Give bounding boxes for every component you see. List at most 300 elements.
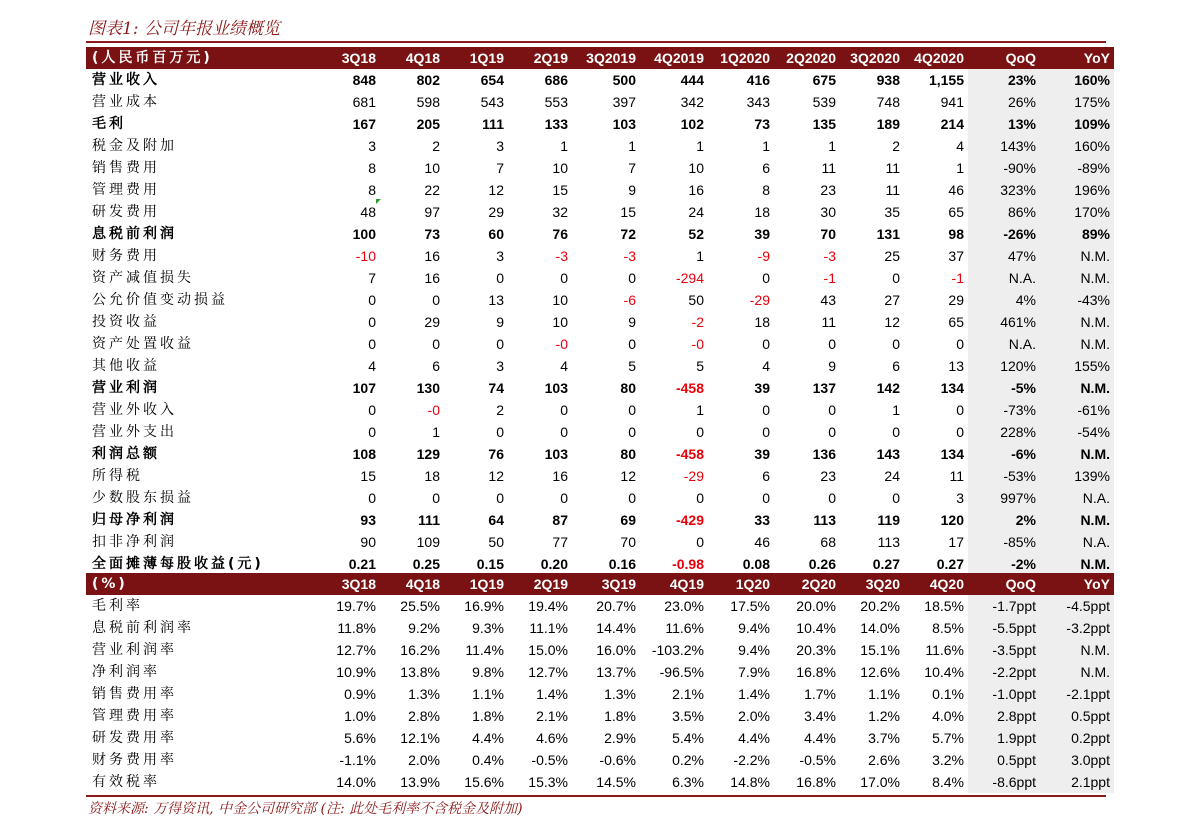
table-cell: 4.0% [932,708,964,724]
table-cell: N.A. [968,333,1040,355]
table-cell: -458 [675,446,704,462]
table-row [86,553,1114,575]
table-row [86,69,1114,91]
table-cell: 109% [1040,113,1114,135]
table-cell: 9.2% [408,620,440,636]
table-cell: N.M. [1040,377,1114,399]
table-cell: 0 [368,292,376,308]
row-label: 投资收益 [92,314,160,330]
table-cell: -3.2ppt [1040,617,1114,639]
table-cell: 3 [496,138,504,154]
table-cell: 5.6% [344,730,376,746]
row-label: 少数股东损益 [92,490,194,506]
table-cell: N.M. [1040,661,1114,683]
table-cell: 0.08 [742,556,770,572]
table-cell: 143 [876,446,900,462]
table-cell: 142 [876,380,900,396]
table-cell: 0.27 [872,556,900,572]
table-cell: 3.0ppt [1040,749,1114,771]
table-cell: -61% [1040,399,1114,421]
table-cell: 113 [877,534,900,550]
table-row [86,617,1114,639]
table-cell: 598 [416,94,440,110]
table-cell: 70 [820,226,836,242]
table-cell: 0.20 [540,556,568,572]
table-cell: -2.2% [733,752,770,768]
table-cell: 26% [968,91,1040,113]
table-cell: 539 [812,94,836,110]
table-cell: 1 [762,138,770,154]
table-cell: -2.1ppt [1040,683,1114,705]
table-row [86,465,1114,487]
column-header: 4Q20 [904,573,968,595]
table-cell: 46 [948,182,964,198]
table-cell: 46 [754,534,770,550]
row-label: 销售费用 [92,160,160,176]
table-cell: 1 [828,138,836,154]
table-cell: 103 [544,380,568,396]
table-cell: 6 [432,358,440,374]
table-cell: 100 [352,226,376,242]
table-row [86,595,1114,617]
table-cell: 74 [488,380,504,396]
table-header-row [86,47,1114,69]
table-cell: N.M. [1040,639,1114,661]
table-cell: 0.25 [412,556,440,572]
table-cell: 1 [956,160,964,176]
table-cell: 941 [940,94,964,110]
table-cell: 19.7% [336,598,376,614]
table-cell: 8.4% [932,774,964,790]
table-cell: 342 [680,94,704,110]
table-cell: -2.2ppt [968,661,1040,683]
table-cell: 9 [628,182,636,198]
table-cell: 29 [488,204,504,220]
table-cell: 997% [968,487,1040,509]
table-cell: 0 [368,402,376,418]
table-cell: 77 [552,534,568,550]
table-cell: 0.21 [348,556,376,572]
table-cell: 6 [892,358,900,374]
table-cell: 29 [424,314,440,330]
column-header: 2Q19 [508,47,572,69]
table-cell: 27 [884,292,900,308]
table-cell: N.A. [968,267,1040,289]
table-cell: -2 [691,314,704,330]
table-cell: 2.1% [536,708,568,724]
table-cell: 98 [948,226,964,242]
table-cell: 343 [746,94,770,110]
table-cell: 0 [828,402,836,418]
footer-rule [86,795,1106,797]
column-header: YoY [1040,573,1114,595]
table-cell: 50 [488,534,504,550]
table-cell: 3.5% [672,708,704,724]
table-cell: 0 [628,336,636,352]
table-cell: 0 [892,424,900,440]
table-cell: 6.3% [672,774,704,790]
table-cell: 15.0% [528,642,568,658]
table-cell: 12.7% [336,642,376,658]
table-cell: 7 [628,160,636,176]
table-cell: 9.4% [738,642,770,658]
table-cell: -3 [555,248,568,264]
table-row [86,705,1114,727]
column-header: YoY [1040,47,1114,69]
table-cell: 15.6% [464,774,504,790]
table-cell: 18 [754,204,770,220]
column-header: 4Q2019 [640,47,708,69]
table-cell: 189 [876,116,900,132]
table-cell: 0 [560,270,568,286]
table-cell: 13.8% [400,664,440,680]
table-cell: 130 [416,380,440,396]
income-statement-table [86,47,1114,575]
table-cell: 11 [949,468,964,484]
row-label: 息税前利润率 [92,620,194,636]
table-cell: 136 [812,446,836,462]
table-cell: 0 [892,490,900,506]
table-cell: 0 [956,336,964,352]
table-row [86,157,1114,179]
table-cell: 108 [352,446,376,462]
row-label: 财务费用率 [92,752,177,768]
table-cell: 0 [432,292,440,308]
table-cell: 0.26 [808,556,836,572]
row-label: 研发费用率 [92,730,177,746]
table-cell: 14.0% [860,620,900,636]
table-cell: 0 [828,336,836,352]
table-cell: 1.0% [344,708,376,724]
table-cell: 111 [482,116,504,132]
table-cell: 2 [496,402,504,418]
table-cell: 11 [821,314,836,330]
row-label: 营业外支出 [92,424,177,440]
table-cell: 0.5ppt [968,749,1040,771]
table-cell: -6% [968,443,1040,465]
table-cell: 0 [496,270,504,286]
table-cell: 119 [877,512,900,528]
table-cell: -0.6% [599,752,636,768]
table-cell: 4 [560,358,568,374]
column-header: 4Q19 [640,573,708,595]
table-cell: 2% [968,509,1040,531]
table-cell: 2.1ppt [1040,771,1114,793]
table-cell: 848 [352,72,376,88]
table-row [86,135,1114,157]
source-footnote: 资料来源: 万得资讯, 中金公司研究部 (注: 此处毛利率不含税金及附加) [88,801,523,817]
table-row [86,201,1114,223]
table-row [86,311,1114,333]
column-header: QoQ [968,47,1040,69]
table-cell: 12 [488,182,504,198]
table-cell: 0 [560,402,568,418]
table-row [86,661,1114,683]
table-cell: 748 [876,94,900,110]
table-cell: 32 [552,204,568,220]
table-cell: 103 [544,446,568,462]
table-cell: 1.1% [472,686,504,702]
table-cell: 17 [948,534,964,550]
table-cell: 2.1% [672,686,704,702]
table-cell: N.M. [1040,443,1114,465]
table-cell: 0 [828,490,836,506]
table-cell: 0.1% [932,686,964,702]
table-cell: 0 [628,270,636,286]
row-label: 资产处置收益 [92,336,194,352]
table-cell: 11.1% [529,620,568,636]
table-cell: 14.5% [596,774,636,790]
table-cell: 1.1% [868,686,900,702]
row-label: 营业收入 [92,72,160,88]
table-cell: 2.8ppt [968,705,1040,727]
table-cell: 111 [418,512,440,528]
table-cell: 5.4% [672,730,704,746]
table-cell: 64 [488,512,504,528]
table-cell: 93 [360,512,376,528]
table-cell: 23.0% [664,598,704,614]
table-cell: 3 [368,138,376,154]
table-cell: 134 [940,446,964,462]
table-cell: 87 [552,512,568,528]
table-cell: 0 [560,424,568,440]
row-label: 管理费用率 [92,708,177,724]
table-row [86,333,1114,355]
row-label: 营业利润率 [92,642,177,658]
table-cell: 10 [424,160,440,176]
table-cell: 11.6% [925,642,964,658]
table-cell: -29 [749,292,770,308]
table-cell: -103.2% [651,642,704,658]
figure-title: 图表1: 公司年报业绩概览 [88,19,280,39]
table-cell: 0 [762,270,770,286]
table-cell: 37 [948,248,964,264]
table-cell: 2.0% [738,708,770,724]
table-cell: 24 [884,468,900,484]
table-cell: 18 [424,468,440,484]
table-cell: 167 [352,116,376,132]
table-cell: 4.4% [472,730,504,746]
table-cell: 11 [885,160,900,176]
table-cell: 214 [940,116,964,132]
table-cell: 19.4% [528,598,568,614]
table-cell: 160% [1040,135,1114,157]
table-cell: 12 [620,468,636,484]
table-cell: 9 [828,358,836,374]
table-cell: 500 [612,72,636,88]
table-cell: 20.7% [596,598,636,614]
table-cell: 3 [496,248,504,264]
table-cell: 4.6% [536,730,568,746]
table-cell: 5.7% [932,730,964,746]
table-cell: 3.4% [804,708,836,724]
column-header: 2Q20 [774,573,840,595]
table-row [86,245,1114,267]
column-header: 4Q18 [380,47,444,69]
table-cell: 10 [552,160,568,176]
table-cell: 155% [1040,355,1114,377]
table-cell: 52 [688,226,704,242]
column-header: 3Q2019 [572,47,640,69]
table-cell: 4.4% [738,730,770,746]
row-label: 公允价值变动损益 [92,292,228,308]
row-label: 毛利率 [92,598,143,614]
table-cell: 4% [968,289,1040,311]
column-header: 1Q19 [444,47,508,69]
table-cell: 675 [812,72,836,88]
table-cell: -0.98 [672,556,704,572]
table-cell: 3 [496,358,504,374]
table-cell: 8.5% [932,620,964,636]
column-header: 4Q18 [380,573,444,595]
table-cell: N.M. [1040,333,1114,355]
table-cell: 10 [552,292,568,308]
column-header: 1Q2020 [708,47,774,69]
table-cell: 0 [762,424,770,440]
table-cell: 50 [688,292,704,308]
row-label: 利润总额 [92,446,160,462]
table-cell: 13 [488,292,504,308]
table-row [86,727,1114,749]
table-row [86,179,1114,201]
table-cell: 1.4% [738,686,770,702]
table-cell: 76 [552,226,568,242]
table-cell: 4 [956,138,964,154]
table-cell: 1.9ppt [968,727,1040,749]
title-rule [86,41,1106,43]
column-header: 2Q19 [508,573,572,595]
row-label: 营业成本 [92,94,160,110]
table-cell: -9 [757,248,770,264]
table-cell: 120 [940,512,964,528]
row-label: 所得税 [92,468,143,484]
table-cell: 6 [762,160,770,176]
row-label: 财务费用 [92,248,160,264]
table-cell: 23 [820,182,836,198]
table-cell: 18 [754,314,770,330]
table-cell: -3 [823,248,836,264]
table-cell: 444 [680,72,704,88]
table-cell: 73 [754,116,770,132]
table-cell: 43 [820,292,836,308]
table-cell: 0.4% [472,752,504,768]
column-header: 1Q20 [708,573,774,595]
table-cell: 135 [812,116,836,132]
row-label: 销售费用率 [92,686,177,702]
table-cell: 4 [762,358,770,374]
table-cell: 102 [680,116,704,132]
table-cell: 2.6% [868,752,900,768]
row-label: 研发费用 [92,204,160,220]
table-cell: 13.7% [596,664,636,680]
table-cell: 7.9% [738,664,770,680]
table-cell: 0 [368,424,376,440]
table-cell: 0 [432,336,440,352]
table-cell: 22 [424,182,440,198]
table-cell: 160% [1040,69,1114,91]
table-cell: 9.3% [472,620,504,636]
column-header: 3Q2020 [840,47,904,69]
table-cell: 8 [762,182,770,198]
table-cell: 33 [754,512,770,528]
table-cell: 681 [352,94,376,110]
table-cell: 48 [360,204,376,220]
row-label: 扣非净利润 [92,534,177,550]
table-cell: 1.2% [868,708,900,724]
table-cell: 72 [620,226,636,242]
table-cell: -2% [968,553,1040,575]
table-cell: 20.3% [796,642,836,658]
table-cell: 0 [696,534,704,550]
header-label: (%) [86,573,296,595]
table-cell: 0 [496,424,504,440]
table-cell: 686 [544,72,568,88]
table-cell: 12.6% [860,664,900,680]
row-label: 息税前利润 [92,226,177,242]
table-cell: 0 [956,402,964,418]
table-cell: 11 [885,182,900,198]
table-cell: -26% [968,223,1040,245]
table-cell: 15.3% [528,774,568,790]
table-cell: 13 [948,358,964,374]
table-cell: -1 [951,270,964,286]
table-cell: 131 [876,226,900,242]
column-header: 4Q2020 [904,47,968,69]
table-cell: 17.5% [730,598,770,614]
table-cell: 35 [884,204,900,220]
table-cell: 16 [552,468,568,484]
table-cell: 1.7% [804,686,836,702]
table-cell: 80 [620,446,636,462]
comment-marker-icon [376,199,381,204]
table-cell: -6 [623,292,636,308]
table-cell: -5% [968,377,1040,399]
table-cell: 23% [968,69,1040,91]
table-cell: 1.3% [604,686,636,702]
table-cell: 10.4% [924,664,964,680]
table-cell: 1.8% [604,708,636,724]
table-cell: 8 [368,182,376,198]
table-cell: 90 [360,534,376,550]
table-cell: 11 [821,160,836,176]
table-cell: 1.4% [536,686,568,702]
table-cell: 0 [560,490,568,506]
table-row [86,289,1114,311]
table-cell: 3 [956,490,964,506]
table-cell: 7 [496,160,504,176]
table-cell: 0 [696,424,704,440]
table-row [86,487,1114,509]
header-label: (人民币百万元) [86,47,296,69]
table-cell: 170% [1040,201,1114,223]
table-cell: 0 [762,402,770,418]
table-cell: 6 [762,468,770,484]
column-header: 3Q20 [840,573,904,595]
table-cell: 11.4% [465,642,504,658]
table-cell: 12 [884,314,900,330]
column-header: 3Q18 [296,47,380,69]
table-cell: 39 [754,380,770,396]
table-cell: 15 [360,468,376,484]
row-label: 税金及附加 [92,138,177,154]
table-cell: -3 [623,248,636,264]
table-cell: 553 [544,94,568,110]
table-cell: 30 [820,204,836,220]
table-cell: 15 [620,204,636,220]
table-cell: 196% [1040,179,1114,201]
table-row [86,91,1114,113]
table-cell: -0 [427,402,440,418]
